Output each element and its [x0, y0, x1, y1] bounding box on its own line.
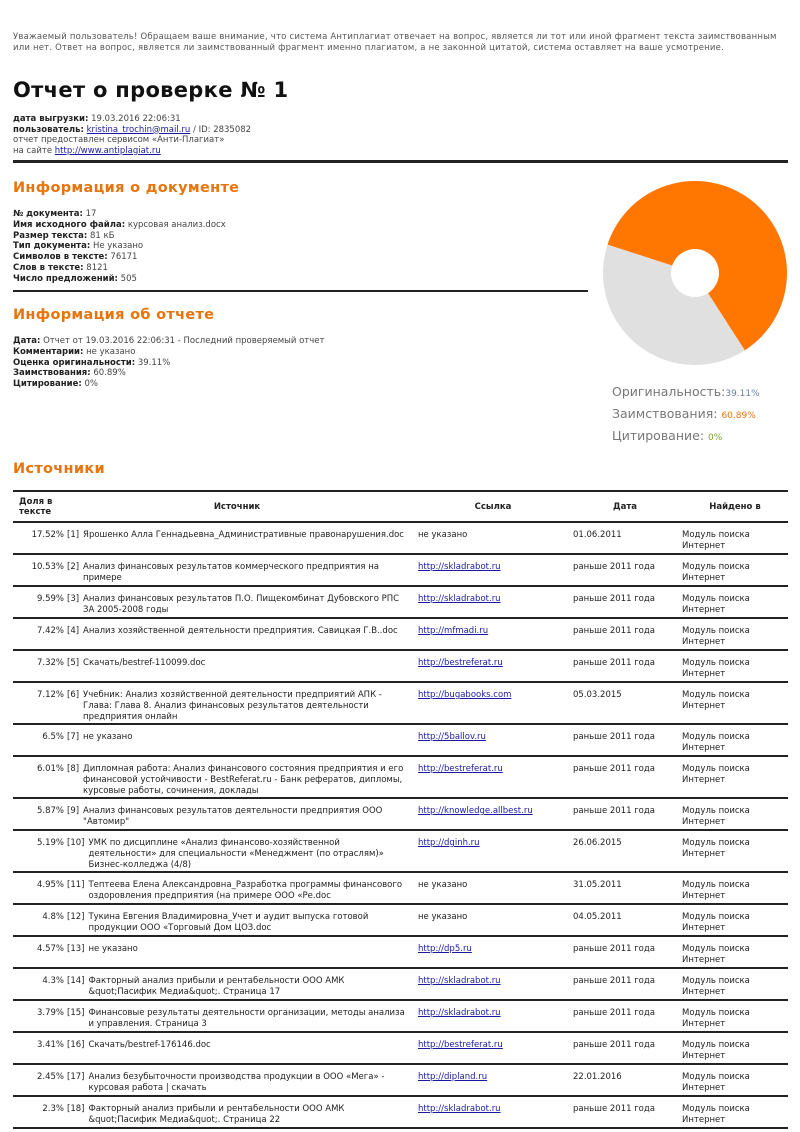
source-link-cell	[413, 618, 568, 650]
source-share: 9.59%	[36, 594, 64, 604]
disclaimer-notice: Уважаемый пользователь! Обращаем ваше внимание, что система Антиплагиат отвечает на вопрос, является ли тот или иной фрагмент текста заимствованным или нет. Ответ на вопрос, является ли заимствованный фрагмент именно плагиатом, а не законной цитатой, система оставляет на ваше усмотрение.	[13, 32, 777, 53]
source-link-cell	[413, 1096, 568, 1128]
source-share: 7.42%	[36, 626, 64, 636]
source-number: [18]	[67, 1104, 85, 1114]
source-date: 22.01.2016	[573, 1072, 622, 1082]
source-link[interactable]: http://skladrabot.ru	[418, 1008, 501, 1018]
source-title: Финансовые результаты деятельности организации, методы анализа и управления. Страница 3	[88, 1008, 405, 1029]
source-title: Скачать/bestref-110099.doc	[83, 658, 206, 668]
source-row	[13, 682, 788, 724]
source-title: Факторный анализ прибыли и рентабельности ООО АМК &quot;Пасифик Медиа&quot;. Страница 17	[88, 976, 345, 997]
source-found-in: Модуль поиска Интернет	[682, 732, 750, 753]
legend-originality: Оригинальность:39.11%	[612, 384, 760, 399]
provided-by: отчет предоставлен сервисом «Анти-Плагиат»	[13, 135, 225, 145]
source-number: [2]	[67, 562, 80, 572]
source-found-in: Модуль поиска Интернет	[682, 1008, 750, 1029]
source-title: Скачать/bestref-176146.doc	[88, 1040, 211, 1050]
source-found-in: Модуль поиска Интернет	[682, 530, 750, 551]
source-share: 17.52%	[31, 530, 64, 540]
source-title-cell	[66, 936, 413, 968]
doc-info-row	[13, 209, 226, 220]
source-title: Анализ финансовых результатов деятельности предприятия ООО "Автомир"	[83, 806, 383, 827]
source-title-cell	[66, 586, 413, 618]
report-info-list	[13, 336, 324, 390]
col-source-header: Источник	[213, 501, 261, 512]
report-info-value: 39.11%	[137, 357, 171, 368]
source-row	[13, 724, 788, 756]
source-found-in: Модуль поиска Интернет	[682, 1104, 750, 1125]
source-share: 3.79%	[36, 1008, 64, 1018]
source-row	[13, 830, 788, 872]
source-number: [10]	[67, 838, 85, 848]
source-link-cell	[413, 872, 568, 904]
source-share: 6.01%	[36, 764, 64, 774]
doc-info-row	[13, 220, 226, 231]
source-found-in: Модуль поиска Интернет	[682, 626, 750, 647]
source-title: Анализ хозяйственной деятельности предприятия. Савицкая Г.В..doc	[83, 626, 398, 636]
doc-info-row	[13, 252, 226, 263]
col-link-header: Ссылка	[474, 501, 512, 512]
source-share: 5.19%	[36, 838, 64, 848]
col-date-header: Дата	[613, 501, 637, 512]
export-date-value: 19.03.2016 22:06:31	[91, 114, 181, 124]
source-title-cell	[66, 872, 413, 904]
source-link[interactable]: http://bestreferat.ru	[418, 1040, 503, 1050]
source-date: раньше 2011 года	[573, 732, 655, 742]
source-row	[13, 522, 788, 554]
source-number: [5]	[67, 658, 80, 668]
source-row	[13, 756, 788, 798]
source-row	[13, 872, 788, 904]
report-info-value: 60.89%	[93, 368, 126, 379]
site-link[interactable]: http://www.antiplagiat.ru	[54, 145, 161, 156]
source-title: Тептеева Елена Александровна_Разработка программы финансового оздоровления предприятия (на примере ООО «Ре.doc	[88, 880, 403, 901]
source-link-cell	[413, 586, 568, 618]
source-share: 4.8%	[42, 912, 64, 922]
source-number: [8]	[67, 764, 80, 774]
doc-info-value: 8121	[86, 262, 108, 273]
source-row	[13, 1096, 788, 1128]
doc-info-row	[13, 274, 226, 285]
report-info-row	[13, 336, 324, 347]
doc-info-value: 81 кБ	[89, 230, 115, 241]
doc-info-value: 76171	[110, 252, 138, 263]
source-date: раньше 2011 года	[573, 976, 655, 986]
source-number: [14]	[67, 976, 85, 986]
report-info-row	[13, 379, 324, 390]
source-link[interactable]: http://skladrabot.ru	[418, 1104, 501, 1114]
source-date: 26.06.2015	[573, 838, 622, 848]
source-title-cell	[66, 1096, 413, 1128]
source-title-cell	[66, 904, 413, 936]
source-share: 10.53%	[31, 562, 64, 572]
source-number: [4]	[67, 626, 80, 636]
source-share: 4.3%	[42, 976, 64, 986]
sources-heading: Источники	[13, 461, 105, 477]
source-title-cell	[66, 724, 413, 756]
source-title: Ярошенко Алла Геннадьевна_Административные правонарушения.doc	[83, 530, 404, 540]
source-found-in: Модуль поиска Интернет	[682, 594, 750, 615]
source-share: 7.12%	[36, 690, 64, 700]
source-number: [9]	[67, 806, 80, 816]
source-row	[13, 554, 788, 586]
source-date: 31.05.2011	[573, 880, 622, 890]
source-date: раньше 2011 года	[573, 944, 655, 954]
source-date: раньше 2011 года	[573, 626, 655, 636]
source-share: 7.32%	[36, 658, 64, 668]
doc-info-label: Символов в тексте:	[13, 252, 108, 263]
source-share: 4.57%	[36, 944, 64, 954]
doc-info-row	[13, 263, 226, 274]
report-info-label: Комментарии:	[13, 346, 84, 357]
doc-info-label: Слов в тексте:	[13, 262, 84, 273]
source-number: [16]	[67, 1040, 85, 1050]
source-link-cell	[413, 904, 568, 936]
source-share: 5.87%	[36, 806, 64, 816]
source-link-cell	[413, 936, 568, 968]
source-link-cell	[413, 1064, 568, 1096]
divider-top	[13, 160, 788, 163]
source-link[interactable]: http://dginh.ru	[418, 838, 480, 848]
source-date: раньше 2011 года	[573, 1104, 655, 1114]
source-found-in: Модуль поиска Интернет	[682, 562, 750, 583]
source-title: Дипломная работа: Анализ финансового состояния предприятия и его финансовой устойчивости - BestReferat.ru - Банк рефератов, дипломы, курсовые работы, сочинения, доклады	[83, 764, 404, 796]
doc-info-label: Имя исходного файла:	[13, 219, 126, 230]
source-title-cell	[66, 522, 413, 554]
source-link[interactable]: http://5ballov.ru	[418, 732, 486, 742]
source-row	[13, 618, 788, 650]
source-row	[13, 968, 788, 1000]
source-link[interactable]: http://dp5.ru	[418, 944, 472, 954]
source-number: [12]	[67, 912, 85, 922]
source-found-in: Модуль поиска Интернет	[682, 912, 750, 933]
source-date: раньше 2011 года	[573, 562, 655, 572]
source-found-in: Модуль поиска Интернет	[682, 976, 750, 997]
source-link-cell	[413, 682, 568, 724]
source-share: 2.3%	[42, 1104, 64, 1114]
source-date: 05.03.2015	[573, 690, 622, 700]
source-link[interactable]: http://dipland.ru	[418, 1072, 488, 1082]
doc-info-value: Не указано	[92, 241, 144, 252]
source-link-none: не указано	[418, 880, 468, 890]
source-title: Анализ финансовых результатов П.О. Пищекомбинат Дубовского РПС ЗА 2005-2008 годы	[83, 594, 400, 615]
source-number: [6]	[67, 690, 80, 700]
source-number: [1]	[67, 530, 80, 540]
source-link[interactable]: http://skladrabot.ru	[418, 562, 501, 572]
source-date: раньше 2011 года	[573, 1008, 655, 1018]
source-link-none: не указано	[418, 530, 468, 540]
report-info-row	[13, 347, 324, 358]
source-title-cell	[66, 682, 413, 724]
source-link-cell	[413, 1000, 568, 1032]
source-number: [11]	[67, 880, 85, 890]
doc-info-label: № документа:	[13, 209, 83, 219]
report-info-value: не указано	[86, 346, 136, 357]
doc-info-list	[13, 209, 226, 285]
source-share: 3.41%	[36, 1040, 64, 1050]
source-row	[13, 1000, 788, 1032]
source-link-cell	[413, 522, 568, 554]
doc-info-value: курсовая анализ.docx	[127, 219, 226, 230]
source-link-cell	[413, 554, 568, 586]
source-link-cell	[413, 756, 568, 798]
source-title: Анализ финансовых результатов коммерческого предприятия на примере	[83, 562, 380, 583]
source-found-in: Модуль поиска Интернет	[682, 806, 750, 827]
source-found-in: Модуль поиска Интернет	[682, 690, 750, 711]
source-date: раньше 2011 года	[573, 658, 655, 668]
report-info-label: Оценка оригинальности:	[13, 357, 136, 368]
col-pct-header: Доля в тексте	[19, 496, 53, 517]
source-number: [17]	[67, 1072, 85, 1082]
source-title-cell	[66, 1064, 413, 1096]
col-found-header: Найдено в	[709, 501, 761, 512]
source-title-cell	[66, 756, 413, 798]
source-found-in: Модуль поиска Интернет	[682, 944, 750, 965]
source-title-cell	[66, 798, 413, 830]
source-number: [7]	[67, 732, 80, 742]
pie-hole	[671, 249, 719, 297]
user-label: пользователь:	[13, 124, 84, 135]
source-date: 01.06.2011	[573, 530, 622, 540]
source-row	[13, 936, 788, 968]
source-link-none: не указано	[418, 912, 468, 922]
source-found-in: Модуль поиска Интернет	[682, 764, 750, 785]
site-prefix: на сайте	[13, 145, 53, 156]
divider-mid	[13, 290, 588, 292]
doc-info-heading: Информация о документе	[13, 180, 240, 196]
doc-info-value: 17	[85, 209, 97, 219]
source-title-cell	[66, 830, 413, 872]
export-date-label: дата выгрузки:	[13, 114, 89, 124]
source-date: раньше 2011 года	[573, 594, 655, 604]
doc-info-label: Число предложений:	[13, 273, 118, 284]
doc-info-row	[13, 241, 226, 252]
source-link[interactable]: http://knowledge.allbest.ru	[418, 806, 533, 816]
source-row	[13, 650, 788, 682]
report-info-label: Цитирование:	[13, 379, 82, 390]
originality-pie-chart	[600, 178, 790, 368]
source-title: Анализ безубыточности производства продукции в ООО «Мега» - курсовая работа | скачать	[88, 1072, 385, 1093]
source-found-in: Модуль поиска Интернет	[682, 838, 750, 859]
doc-info-label: Тип документа:	[13, 241, 91, 252]
source-link[interactable]: http://bestreferat.ru	[418, 764, 503, 774]
source-title: УМК по дисциплине «Анализ финансово-хозяйственной деятельности» для специальности «Менеджмент (по отраслям)» Бизнес-колледжа (4/8)	[88, 838, 384, 870]
report-info-value: 0%	[84, 379, 98, 390]
report-info-heading: Информация об отчете	[13, 307, 215, 323]
source-link[interactable]: http://mfmadi.ru	[418, 626, 489, 636]
source-title: Учебник: Анализ хозяйственной деятельности предприятий АПК - Глава: Глава 8. Анализ финансовых результатов деятельности предприятия онлайн	[83, 690, 382, 722]
source-link-cell	[413, 968, 568, 1000]
source-link[interactable]: http://skladrabot.ru	[418, 976, 501, 986]
source-link-cell	[413, 798, 568, 830]
source-link-cell	[413, 650, 568, 682]
user-email-link[interactable]: kristina_trochin@mail.ru	[86, 124, 191, 135]
source-link[interactable]: http://bugabooks.com	[418, 690, 512, 700]
source-number: [3]	[67, 594, 80, 604]
report-info-row	[13, 368, 324, 379]
source-title: не указано	[88, 944, 138, 954]
source-row	[13, 1064, 788, 1096]
source-date: 04.05.2011	[573, 912, 622, 922]
source-link-cell	[413, 1032, 568, 1064]
source-title: не указано	[83, 732, 133, 742]
source-title: Факторный анализ прибыли и рентабельности ООО АМК &quot;Пасифик Медиа&quot;. Страница 22	[88, 1104, 345, 1125]
doc-info-label: Размер текста:	[13, 230, 88, 241]
source-date: раньше 2011 года	[573, 764, 655, 774]
sources-header-row	[13, 491, 788, 522]
source-title-cell	[66, 618, 413, 650]
source-title-cell	[66, 1032, 413, 1064]
source-row	[13, 1032, 788, 1064]
legend-citation: Цитирование: 0%	[612, 428, 723, 443]
source-found-in: Модуль поиска Интернет	[682, 1072, 750, 1093]
source-title-cell	[66, 650, 413, 682]
report-info-label: Заимствования:	[13, 368, 91, 379]
source-share: 2.45%	[36, 1072, 64, 1082]
source-row	[13, 586, 788, 618]
source-date: раньше 2011 года	[573, 806, 655, 816]
source-date: раньше 2011 года	[573, 1040, 655, 1050]
report-info-row	[13, 358, 324, 369]
user-id: / ID: 2835082	[193, 124, 252, 135]
source-title: Тукина Евгения Владимировна_Учет и аудит выпуска готовой продукции ООО «Торговый Дом ЦОЗ.doc	[88, 912, 369, 933]
source-title-cell	[66, 1000, 413, 1032]
source-title-cell	[66, 968, 413, 1000]
doc-info-value: 505	[120, 273, 137, 284]
source-link[interactable]: http://bestreferat.ru	[418, 658, 503, 668]
source-link[interactable]: http://skladrabot.ru	[418, 594, 501, 604]
source-share: 4.95%	[36, 880, 64, 890]
source-row	[13, 904, 788, 936]
source-found-in: Модуль поиска Интернет	[682, 658, 750, 679]
source-found-in: Модуль поиска Интернет	[682, 1040, 750, 1061]
doc-info-row	[13, 231, 226, 242]
source-number: [15]	[67, 1008, 85, 1018]
source-row	[13, 798, 788, 830]
pie-svg	[600, 178, 790, 368]
source-link-cell	[413, 724, 568, 756]
source-number: [13]	[67, 944, 85, 954]
source-title-cell	[66, 554, 413, 586]
report-info-label: Дата:	[13, 336, 41, 346]
sources-table	[13, 490, 788, 1129]
report-info-value: Отчет от 19.03.2016 22:06:31 - Последний проверяемый отчет	[43, 336, 325, 346]
report-title: Отчет о проверке № 1	[13, 78, 289, 102]
source-found-in: Модуль поиска Интернет	[682, 880, 750, 901]
pie-legend	[612, 382, 760, 448]
source-share: 6.5%	[42, 732, 64, 742]
source-link-cell	[413, 830, 568, 872]
report-meta	[13, 114, 251, 156]
legend-borrowings: Заимствования: 60.89%	[612, 406, 756, 421]
